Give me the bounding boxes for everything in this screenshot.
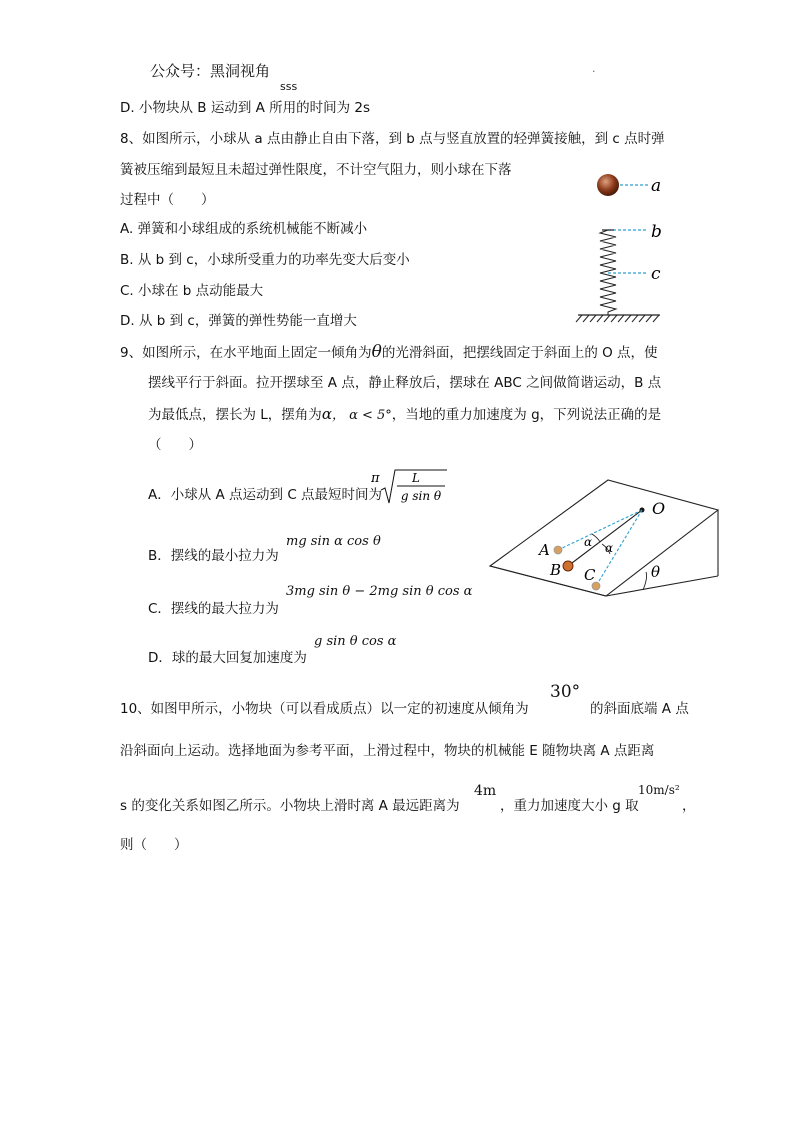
q9-stem-line3: 为最低点，摆长为 L，摆角为α， α < 5°，当地的重力加速度为 g，下列说法正确的是	[148, 405, 662, 423]
label-alpha2: α	[605, 541, 614, 555]
q9-option-c-formula: 3mg sin θ − 2mg sin θ cos α	[286, 584, 473, 599]
q8-option-b: B. 从 b 到 c，小球所受重力的功率先变大后变小	[120, 252, 410, 268]
q8-stem-line2: 簧被压缩到最短且未超过弹性限度，不计空气阻力，则小球在下落	[120, 162, 512, 178]
label-C: C	[584, 566, 596, 584]
label-c: c	[651, 264, 661, 284]
label-b: b	[651, 222, 662, 242]
label-theta: θ	[651, 563, 661, 581]
q9-option-d-formula: g sin θ cos α	[314, 634, 397, 649]
q10-angle: 30°	[550, 682, 581, 702]
header-suffix: sss	[280, 80, 298, 93]
q9-option-b-formula: mg sin α cos θ	[286, 534, 381, 549]
q10-line1-a: 10、如图甲所示，小物块（可以看成质点）以一定的初速度从倾角为	[120, 701, 529, 717]
incline-surface	[490, 480, 718, 596]
ball-a-icon	[554, 546, 562, 554]
q7-option-d: D. 小物块从 B 运动到 A 所用的时间为 2s	[120, 100, 371, 116]
q9-stem-line2: 摆线平行于斜面。拉开摆球至 A 点，静止释放后，摆球在 ABC 之间做简谐运动，B 点	[148, 375, 662, 391]
q10-line2: 沿斜面向上运动。选择地面为参考平面，上滑过程中，物块的机械能 E 随物块离 A 点距离	[120, 743, 655, 759]
q10-line3-a: s 的变化关系如图乙所示。小物块上滑时离 A 最远距离为	[120, 798, 460, 814]
label-o: O	[652, 499, 666, 518]
q8-stem-line1: 8、如图所示，小球从 a 点由静止自由下落，到 b 点与竖直放置的轻弹簧接触，到 c 点时弹	[120, 131, 665, 147]
q10-line1-b: 的斜面底端 A 点	[590, 701, 689, 717]
q9-stem-line4: （ ）	[148, 437, 202, 453]
q9-option-c: C．摆线的最大拉力为	[148, 601, 279, 617]
header-dot: .	[592, 62, 596, 75]
ball-icon	[597, 174, 619, 196]
q9-option-d: D．球的最大回复加速度为	[148, 650, 307, 666]
q9-incline-figure	[488, 478, 724, 604]
q10-line4: 则（ ）	[120, 837, 188, 853]
label-a: a	[651, 176, 662, 196]
ground-hatch	[576, 315, 659, 322]
q9-option-a: A．小球从 A 点运动到 C 点最短时间为	[148, 487, 383, 503]
q10-line3-b: ，重力加速度大小 g 取	[500, 798, 639, 814]
q10-gravity: 10m/s²	[638, 783, 680, 797]
ball-b-icon	[563, 561, 573, 571]
q9-stem-line1: 9、如图所示，在水平地面上固定一倾角为θ的光滑斜面，把摆线固定于斜面上的 O 点，使	[120, 342, 658, 362]
frac-den: g sin θ	[400, 489, 442, 503]
label-alpha1: α	[584, 535, 593, 549]
header-text: 公众号：黑洞视角	[150, 62, 271, 80]
q8-stem-line3: 过程中（ ）	[120, 192, 215, 208]
q8-option-c: C. 小球在 b 点动能最大	[120, 283, 264, 299]
q10-line3-end: ，	[682, 798, 696, 814]
label-B: B	[550, 561, 562, 579]
q8-spring-figure	[570, 165, 680, 325]
header-watermark	[150, 60, 270, 81]
pi-symbol: π	[371, 471, 380, 486]
q8-option-a: A. 弹簧和小球组成的系统机械能不断减小	[120, 221, 368, 237]
q10-distance: 4m	[474, 783, 497, 799]
q8-option-d: D. 从 b 到 c，弹簧的弹性势能一直增大	[120, 313, 357, 329]
q9-option-b: B．摆线的最小拉力为	[148, 548, 279, 564]
label-A: A	[539, 541, 550, 559]
frac-num: L	[412, 471, 420, 485]
q9-option-a-formula	[371, 466, 451, 510]
